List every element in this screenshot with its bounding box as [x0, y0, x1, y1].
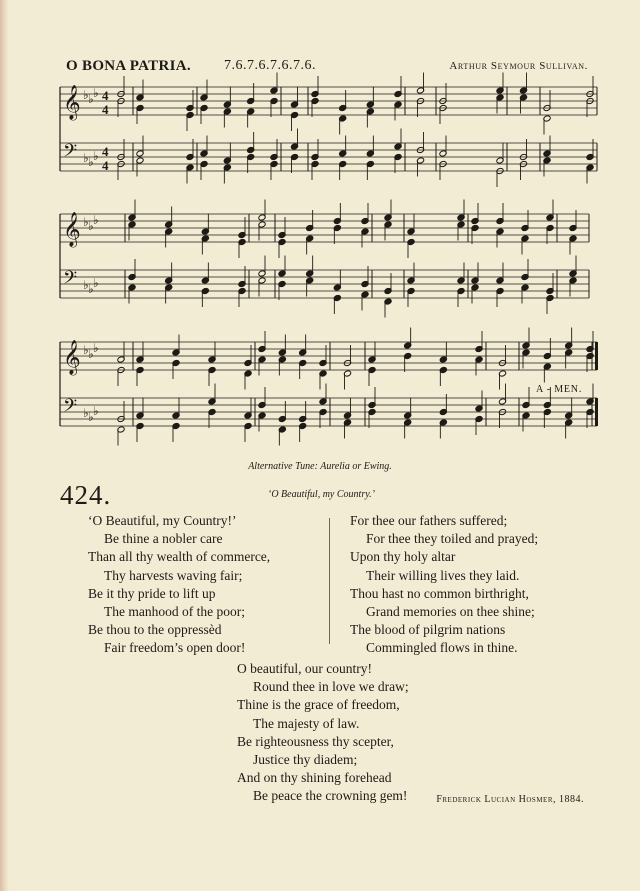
bass-clef-icon: 𝄢	[63, 396, 78, 421]
treble-clef-icon: 𝄞	[63, 340, 81, 375]
flat-icon: ♭	[83, 343, 89, 357]
flat-icon: ♭	[93, 404, 99, 418]
treble-clef-icon: 𝄞	[63, 212, 81, 247]
flat-icon: ♭	[88, 282, 94, 296]
verse-line: Thy harvests waving fair;	[104, 567, 243, 583]
hymn-number: 424.	[60, 480, 112, 510]
time-signature: 4	[102, 88, 109, 103]
final-bar-line	[595, 342, 598, 370]
verse-2	[350, 512, 538, 658]
verse-line: Thine is the grace of freedom,	[237, 697, 400, 713]
flat-icon: ♭	[88, 92, 94, 106]
flat-icon: ♭	[83, 406, 89, 420]
verse-line: ‘O Beautiful, my Country!’	[88, 513, 237, 528]
verse-line: Upon thy holy altar	[350, 549, 456, 565]
verse-line: O beautiful, our country!	[237, 661, 372, 676]
flat-icon: ♭	[83, 151, 89, 165]
flat-icon: ♭	[93, 276, 99, 290]
verse-line: Round thee in love we draw;	[253, 679, 409, 695]
flat-icon: ♭	[93, 341, 99, 355]
time-signature: 4	[102, 144, 109, 159]
flat-icon: ♭	[88, 347, 94, 361]
verse-line: For thee our fathers suffered;	[350, 513, 508, 528]
verse-line: Grand memories on thee shine;	[366, 604, 535, 620]
author-credit: Frederick Lucian Hosmer, 1884.	[436, 794, 584, 805]
verse-line: Be peace the crowning gem!	[253, 788, 408, 804]
bass-clef-icon: 𝄢	[63, 268, 78, 293]
tune-name: O BONA PATRIA.	[66, 58, 191, 74]
flat-icon: ♭	[83, 88, 89, 102]
verse-line: Justice thy diadem;	[253, 752, 358, 768]
treble-clef-icon: 𝄞	[63, 85, 81, 120]
flat-icon: ♭	[83, 278, 89, 292]
final-bar-line	[595, 398, 598, 426]
verse-3	[237, 660, 409, 806]
verse-line: Fair freedom’s open door!	[104, 640, 246, 656]
flat-icon: ♭	[93, 86, 99, 100]
verse-line: Be thou to the oppressèd	[88, 622, 222, 638]
verse-line: The blood of pilgrim nations	[350, 622, 506, 638]
composer-credit: Arthur Seymour Sullivan.	[449, 60, 588, 72]
flat-icon: ♭	[93, 213, 99, 227]
verse-line: The manhood of the poor;	[104, 604, 245, 620]
flat-icon: ♭	[93, 149, 99, 163]
hymn-title: ‘O Beautiful, my Country.’	[268, 489, 375, 500]
verse-line: Than all thy wealth of commerce,	[88, 549, 271, 565]
time-signature: 4	[102, 102, 109, 117]
flat-icon: ♭	[88, 410, 94, 424]
column-divider	[329, 518, 330, 644]
time-signature: 4	[102, 158, 109, 173]
bass-clef-icon: 𝄢	[63, 141, 78, 166]
flat-icon: ♭	[88, 219, 94, 233]
flat-icon: ♭	[88, 155, 94, 169]
verse-line: Their willing lives they laid.	[366, 567, 520, 583]
amen-text: A - MEN.	[536, 384, 583, 395]
verse-line: For thee they toiled and prayed;	[366, 531, 539, 547]
verse-line: Thou hast no common birthright,	[350, 585, 529, 601]
verse-line: Be righteousness thy scepter,	[237, 733, 394, 749]
alternative-tune: Alternative Tune: Aurelia or Ewing.	[248, 461, 392, 472]
verse-line: Commingled flows in thine.	[366, 640, 518, 656]
flat-icon: ♭	[83, 215, 89, 229]
verse-line: Be it thy pride to lift up	[88, 585, 216, 601]
verse-line: The majesty of law.	[253, 715, 360, 731]
verse-line: Be thine a nobler care	[104, 531, 223, 547]
tune-meter: 7.6.7.6.7.6.7.6.	[224, 58, 316, 73]
verse-line: And on thy shining forehead	[237, 770, 392, 786]
verse-1	[88, 512, 270, 658]
